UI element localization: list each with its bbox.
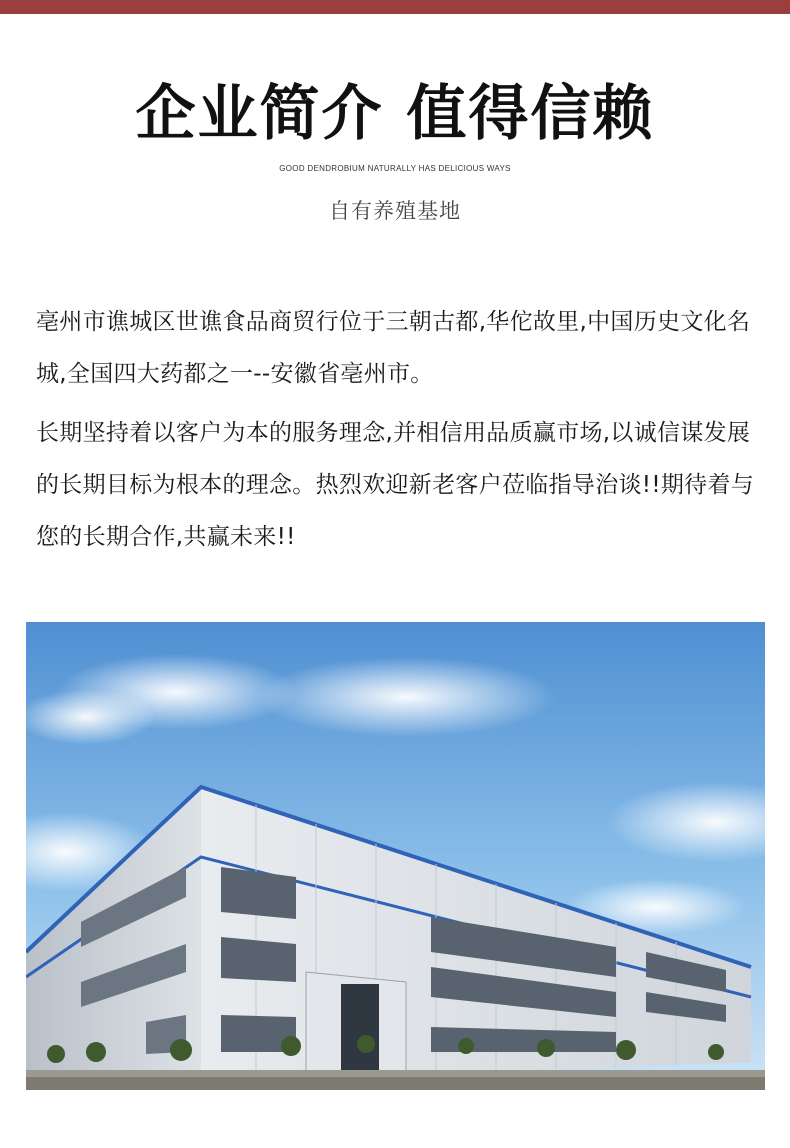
top-accent-bar	[0, 0, 790, 14]
page-title: 企业简介 值得信赖	[135, 79, 655, 149]
philosophy-paragraph: 长期坚持着以客户为本的服务理念,并相信用品质赢市场,以诚信谋发展的长期目标为根本的理念。热烈欢迎新老客户莅临指导治谈!!期待着与您的长期合作,共赢未来!!	[36, 420, 755, 550]
section-subtitle: 自有养殖基地	[329, 199, 461, 223]
factory-photo	[26, 622, 765, 1090]
intro-paragraph: 亳州市谯城区世谯食品商贸行位于三朝古都,华佗故里,中国历史文化名城,全国四大药都之一--安徽省亳州市。	[36, 309, 751, 387]
english-tagline: GOOD DENDROBIUM NATURALLY HAS DELICIOUS WAYS	[279, 164, 511, 173]
